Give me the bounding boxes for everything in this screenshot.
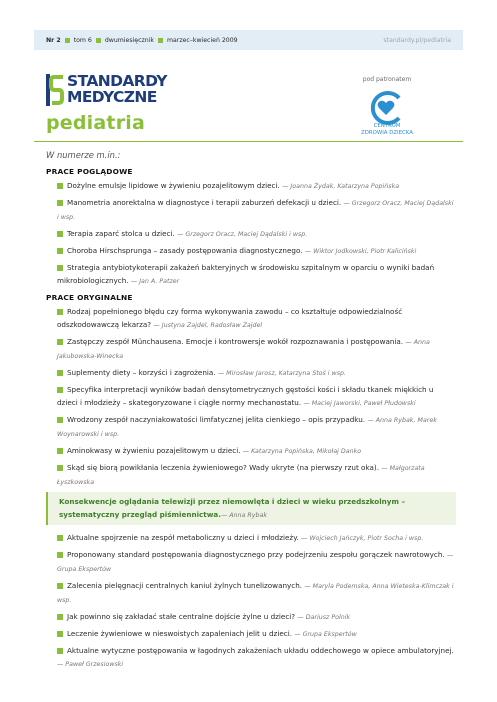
- article-authors: — Grupa Ekspertów: [294, 631, 357, 638]
- article-item[interactable]: [57, 261, 456, 288]
- article-title: Terapia zaparć stolca u dzieci.: [67, 229, 175, 238]
- bullet-square-icon: [65, 38, 70, 43]
- article-title: Choroba Hirschsprunga – zasady postępowania diagnostycznego.: [67, 246, 303, 255]
- bullet-square-icon: [96, 38, 101, 43]
- article-authors: — Grzegorz Oracz, Maciej Dądalski i wsp.: [177, 231, 308, 238]
- featured-article-title: Konsekwencje oglądania telewizji przez niemowlęta i dzieci w wieku przedszkolnym – systematyczny przegląd piśmiennictwa.: [59, 497, 406, 519]
- article-title: Skąd się biorą powikłania leczenia żywieniowego? Wady ukryte (na pierwszy rzut oka).: [67, 463, 379, 472]
- article-title: Suplementy diety – korzyści i zagrożenia.: [67, 368, 216, 377]
- article-title: Zalecenia pielęgnacji centralnych kaniul żylnych tunelizowanych.: [67, 581, 303, 590]
- article-title: Proponowany standard postępowania diagnostycznego przy podejrzeniu zespołu gorączek nawrotowych.: [67, 550, 445, 559]
- bullet-square-icon: [57, 552, 63, 558]
- issue-info-bar: [34, 30, 463, 50]
- bullet-square-icon: [57, 200, 63, 206]
- article-title: Aktualne wytyczne postępowania w łagodnych zakażeniach układu oddechowego w opiece ambulatoryjnej.: [67, 646, 454, 655]
- article-title: Zastępczy zespół Münchausena. Emocje i kontrowersje wokół rozpoznawania i postępowania.: [67, 337, 404, 346]
- article-authors: — Grupa Ekspertów: [57, 552, 454, 573]
- article-authors: — Paweł Grzesiowski: [57, 661, 124, 668]
- article-title: Manometria anorektalna w diagnostyce i terapii zaburzeń defekacji u dzieci.: [67, 198, 342, 207]
- article-title: Dożylne emulsje lipidowe w żywieniu pozajelitowym dzieci.: [67, 181, 280, 190]
- bullet-square-icon: [57, 583, 63, 589]
- logo-line-2: MEDYCZNE: [67, 87, 157, 106]
- article-item[interactable]: [57, 179, 456, 193]
- bullet-square-icon: [57, 370, 63, 376]
- section-title-original: PRACE ORYGINALNE: [46, 293, 133, 302]
- article-authors: — Maciej Jaworski, Paweł Płudowski: [303, 400, 416, 407]
- article-item[interactable]: [57, 461, 456, 489]
- article-title: Strategia antybiotykoterapii zakażeń bakteryjnych w środowisku szpitalnym w oparciu o wyniki badań mikrobiologicznych.: [57, 263, 435, 285]
- bullet-square-icon: [57, 248, 63, 254]
- article-authors: — Joanna Żydak, Katarzyna Popińska: [282, 183, 400, 190]
- article-authors: — Małgorzata Łyszkowska: [57, 465, 425, 486]
- article-item[interactable]: [57, 627, 456, 641]
- article-authors: — Grzegorz Oracz, Maciej Dądalski i wsp.: [57, 200, 454, 221]
- article-item[interactable]: [57, 548, 456, 576]
- heart-c-logo-icon: [366, 90, 406, 126]
- article-title: Jak powinno się zakładać stałe centralne dojście żylne u dzieci?: [67, 612, 296, 621]
- bullet-square-icon: [57, 631, 63, 637]
- article-authors: — Wojciech Jańczyk, Piotr Socha i wsp.: [301, 535, 424, 542]
- article-title: Aktualne spojrzenie na zespół metaboliczny u dzieci i młodzieży.: [67, 533, 299, 542]
- article-item[interactable]: [57, 579, 456, 607]
- bullet-square-icon: [57, 183, 63, 189]
- article-item[interactable]: [57, 610, 456, 624]
- article-authors: — Dariusz Polnik: [297, 614, 351, 621]
- bullet-square-icon: [57, 417, 63, 423]
- bullet-square-icon: [57, 648, 63, 654]
- featured-article[interactable]: [46, 492, 456, 525]
- article-item[interactable]: [57, 244, 456, 258]
- bullet-square-icon: [57, 231, 63, 237]
- article-authors: — Justyna Zajdel, Radosław Zajdel: [153, 322, 263, 329]
- bullet-square-icon: [57, 265, 63, 271]
- volume: tom 6: [73, 36, 92, 44]
- patron-name-line-1: CENTRUM: [373, 123, 401, 129]
- article-item[interactable]: [57, 413, 456, 441]
- article-item[interactable]: [57, 196, 456, 224]
- site-link[interactable]: standardy.pl/pediatria: [383, 36, 451, 44]
- article-title: Specyfika interpretacji wyników badań densytometrycznych gęstości kości i składu tkanek miękkich u dzieci i młodzieży – skategoryzowane i ciągłe normy mechanostatu.: [57, 385, 434, 407]
- article-authors: — Anna Rybak, Marek Woynarowski i wsp.: [57, 417, 437, 438]
- article-authors: — Maryla Podemska, Anna Wieteska-Klimczak i wsp.: [57, 583, 454, 604]
- journal-title: pediatria: [46, 112, 146, 134]
- article-title: Leczenie żywieniowe w nieswoistych zapaleniach jelit u dzieci.: [67, 629, 292, 638]
- article-title: Aminokwasy w żywieniu pozajelitowym u dzieci.: [67, 446, 241, 455]
- logo-s-mark-icon: [46, 74, 64, 106]
- featured-article-authors: — Anna Rybak: [220, 512, 268, 519]
- article-item[interactable]: [57, 644, 456, 671]
- patron-label: pod patronatem: [362, 76, 412, 83]
- bullet-square-icon: [57, 309, 63, 315]
- article-item[interactable]: [57, 383, 456, 410]
- patron-name: [352, 123, 422, 137]
- table-of-contents: [46, 150, 456, 674]
- issue-details: [46, 37, 238, 44]
- bullet-square-icon: [57, 535, 63, 541]
- article-authors: — Wiktor Jodkowski, Piotr Kaliciński: [304, 248, 417, 255]
- section-title-review: PRACE POGLĄDOWE: [46, 167, 133, 176]
- article-authors: — Katarzyna Popińska, Mikołaj Danko: [242, 448, 362, 455]
- article-item[interactable]: [57, 366, 456, 380]
- bullet-square-icon: [57, 387, 63, 393]
- header-divider: [34, 141, 463, 142]
- bullet-square-icon: [57, 448, 63, 454]
- article-item[interactable]: [57, 335, 456, 363]
- bullet-square-icon: [158, 38, 163, 43]
- logo-text: [67, 74, 167, 105]
- contents-intro: W numerze m.in.:: [46, 150, 121, 160]
- bullet-square-icon: [57, 614, 63, 620]
- frequency: dwumiesięcznik: [104, 36, 154, 44]
- standardy-medyczne-logo: [46, 74, 206, 108]
- bullet-square-icon: [57, 339, 63, 345]
- article-title: Rodzaj popełnionego błędu czy forma wykonywania zawodu – co kształtuje odpowiedzialność odszkodowawczą lekarza?: [57, 307, 403, 329]
- bullet-square-icon: [57, 465, 63, 471]
- patron-name-line-2: ZDROWIA DZIECKA: [361, 130, 413, 136]
- article-item[interactable]: [57, 531, 456, 545]
- issue-number: Nr 2: [46, 36, 61, 44]
- article-item[interactable]: [57, 305, 456, 332]
- article-item[interactable]: [57, 227, 456, 241]
- logo-line-1: STANDARDY: [67, 72, 167, 90]
- article-authors: — Jan A. Patzer: [130, 278, 180, 285]
- period: marzec–kwiecień 2009: [166, 36, 238, 44]
- article-item[interactable]: [57, 444, 456, 458]
- article-authors: — Mirosław Jarosz, Katarzyna Stoś i wsp.: [217, 370, 346, 377]
- article-title: Wrodzony zespół naczyniakowatości limfatycznej jelita cienkiego – opis przypadku.: [67, 415, 366, 424]
- article-authors: — Anna Jakubowska-Winecka: [57, 339, 430, 360]
